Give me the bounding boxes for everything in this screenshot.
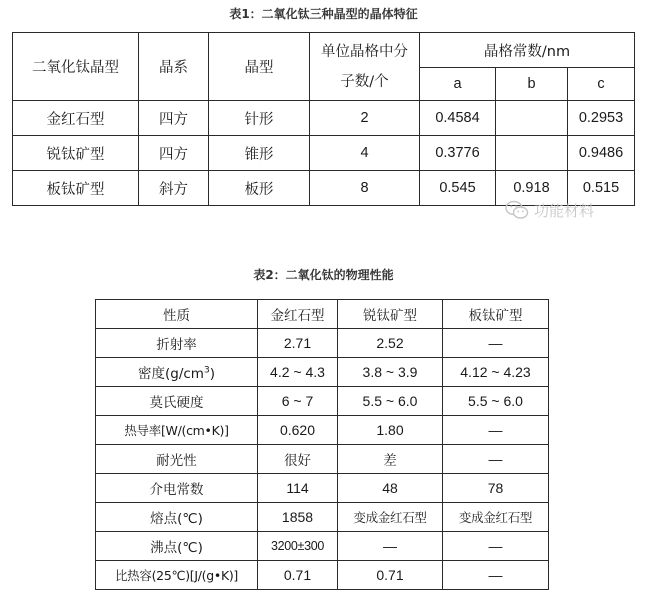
- anatase-cell: 0.71: [338, 561, 443, 590]
- b-cell: [496, 136, 568, 171]
- system-cell: 四方: [139, 101, 209, 136]
- form-cell: 锥形: [209, 136, 310, 171]
- header-rutile: 金红石型: [258, 300, 338, 329]
- header-units-per-cell: [310, 33, 420, 101]
- property-cell: 耐光性: [96, 445, 258, 474]
- anatase-cell: 48: [338, 474, 443, 503]
- system-cell: 斜方: [139, 171, 209, 206]
- table-row: [96, 329, 549, 358]
- brookite-cell: 5.5 ~ 6.0: [443, 387, 549, 416]
- property-cell: 莫氏硬度: [96, 387, 258, 416]
- anatase-cell: —: [338, 532, 443, 561]
- table-row: [96, 503, 549, 532]
- b-cell: 0.918: [496, 171, 568, 206]
- rutile-cell: 114: [258, 474, 338, 503]
- header-brookite: 板钛矿型: [443, 300, 549, 329]
- rutile-cell: 0.71: [258, 561, 338, 590]
- c-cell: 0.9486: [568, 136, 635, 171]
- form-cell: 板形: [209, 171, 310, 206]
- wechat-icon: [505, 200, 529, 220]
- header-property: 性质: [96, 300, 258, 329]
- brookite-cell: —: [443, 561, 549, 590]
- crystal-features-table: [12, 32, 635, 206]
- property-cell: [96, 358, 258, 387]
- anatase-cell: 1.80: [338, 416, 443, 445]
- c-cell: 0.515: [568, 171, 635, 206]
- header-units-line1: 单位晶格中分: [321, 43, 408, 60]
- brookite-cell: 78: [443, 474, 549, 503]
- brookite-cell: —: [443, 329, 549, 358]
- a-cell: 0.4584: [420, 101, 496, 136]
- property-cell: 折射率: [96, 329, 258, 358]
- header-crystal-form: 晶型: [209, 33, 310, 101]
- c-cell: 0.2953: [568, 101, 635, 136]
- units-cell: 8: [310, 171, 420, 206]
- b-cell: [496, 101, 568, 136]
- table-row: [96, 561, 549, 590]
- polymorph-cell: 锐钛矿型: [13, 136, 139, 171]
- a-cell: 0.3776: [420, 136, 496, 171]
- polymorph-cell: 板钛矿型: [13, 171, 139, 206]
- header-crystal-system: 晶系: [139, 33, 209, 101]
- watermark: [505, 199, 647, 221]
- table-header-row: [96, 300, 549, 329]
- rutile-cell: 3200±300: [258, 532, 338, 561]
- form-cell: 针形: [209, 101, 310, 136]
- system-cell: 四方: [139, 136, 209, 171]
- table-row: [96, 474, 549, 503]
- table1-caption: 表1：二氧化钛三种晶型的晶体特征: [229, 7, 418, 21]
- anatase-cell: 2.52: [338, 329, 443, 358]
- polymorph-cell: 金红石型: [13, 101, 139, 136]
- header-a: a: [420, 68, 496, 101]
- units-cell: 2: [310, 101, 420, 136]
- anatase-cell: 变成金红石型: [338, 503, 443, 532]
- table-row: [13, 136, 635, 171]
- brookite-cell: —: [443, 532, 549, 561]
- header-lattice-constant: 晶格常数/nm: [420, 33, 635, 68]
- anatase-cell: 5.5 ~ 6.0: [338, 387, 443, 416]
- header-c: c: [568, 68, 635, 101]
- property-cell: 介电常数: [96, 474, 258, 503]
- density-label: 密度(g/cm: [138, 366, 204, 382]
- brookite-cell: —: [443, 445, 549, 474]
- property-cell: 比热容(25℃)[J/(g•K)]: [96, 561, 258, 590]
- rutile-cell: 2.71: [258, 329, 338, 358]
- brookite-cell: —: [443, 416, 549, 445]
- table-row: [13, 101, 635, 136]
- header-polymorph: 二氧化钛晶型: [13, 33, 139, 101]
- rutile-cell: 6 ~ 7: [258, 387, 338, 416]
- brookite-cell: 变成金红石型: [443, 503, 549, 532]
- anatase-cell: 3.8 ~ 3.9: [338, 358, 443, 387]
- density-exponent: 3: [203, 365, 210, 376]
- physical-properties-table: [95, 299, 549, 590]
- table-row: [96, 416, 549, 445]
- watermark-text: 功能材料: [534, 201, 595, 220]
- table-row: [96, 387, 549, 416]
- table-row: [96, 445, 549, 474]
- header-anatase: 锐钛矿型: [338, 300, 443, 329]
- anatase-cell: 差: [338, 445, 443, 474]
- units-cell: 4: [310, 136, 420, 171]
- table-row: [96, 358, 549, 387]
- header-units-line2: 子数/个: [340, 73, 389, 90]
- table2-caption: 表2：二氧化钛的物理性能: [253, 268, 394, 282]
- property-cell: 沸点(℃): [96, 532, 258, 561]
- rutile-cell: 0.620: [258, 416, 338, 445]
- rutile-cell: 很好: [258, 445, 338, 474]
- a-cell: 0.545: [420, 171, 496, 206]
- rutile-cell: 1858: [258, 503, 338, 532]
- header-b: b: [496, 68, 568, 101]
- property-cell: 热导率[W/(cm•K)]: [96, 416, 258, 445]
- brookite-cell: 4.12 ~ 4.23: [443, 358, 549, 387]
- density-label-end: ): [209, 366, 215, 382]
- rutile-cell: 4.2 ~ 4.3: [258, 358, 338, 387]
- property-cell: 熔点(℃): [96, 503, 258, 532]
- table-row: [96, 532, 549, 561]
